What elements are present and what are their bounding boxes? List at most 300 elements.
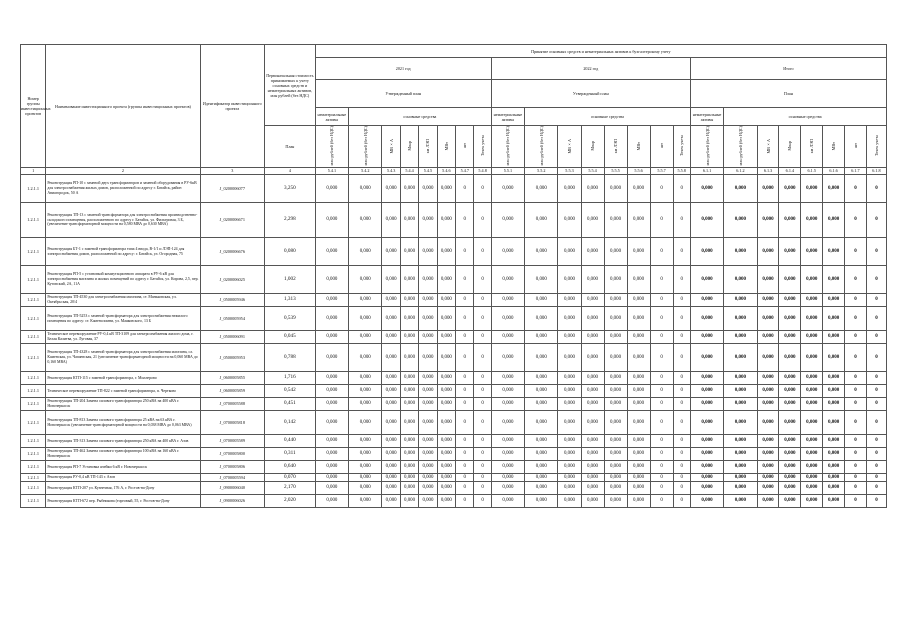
value-cell: 0	[650, 372, 673, 385]
subheader-label: млн рублей (без НДС)	[329, 126, 335, 166]
subheader-label: км ЛЭП	[425, 138, 431, 154]
total-value-cell: 0,000	[690, 398, 723, 411]
value-cell: 0	[650, 238, 673, 266]
total-value-cell: 0	[845, 398, 867, 411]
project-name-cell: Реконструкция РП-5 с установкой коммутационного аппарата в РУ-6 кВ для электроснабжения магазина и жилых помещений по адресу г. Батайск, ул. Кирова, 2,5, пер. Кутовский, 2А, 11А	[46, 266, 200, 294]
group-code-cell: 1.2.1.1	[21, 238, 46, 266]
value-cell: 0,000	[382, 385, 400, 398]
total-value-cell: 0,000	[724, 474, 757, 482]
subheader-cell	[823, 126, 845, 168]
total-value-cell: 0,000	[724, 435, 757, 448]
total-value-cell: 0,000	[801, 344, 823, 372]
value-cell: 0	[673, 448, 690, 461]
subheader-label: млн рублей (без НДС)	[505, 126, 511, 166]
value-cell: 0	[474, 385, 491, 398]
table-row	[21, 495, 887, 508]
project-id-cell: J_0700005588	[200, 398, 264, 411]
value-cell: 0	[650, 435, 673, 448]
value-cell: 0,000	[419, 266, 437, 294]
value-cell: 0,000	[315, 474, 348, 482]
value-cell: 0,000	[581, 398, 604, 411]
total-value-cell: 0,000	[690, 307, 723, 331]
value-cell: 0,000	[437, 435, 455, 448]
value-cell: 0,000	[558, 175, 581, 203]
group-code-cell: 1.2.1.1	[21, 294, 46, 307]
initial-cost-cell: 2,298	[265, 203, 316, 238]
total-value-cell: 0,000	[690, 474, 723, 482]
value-cell: 0,000	[627, 385, 650, 398]
total-value-cell: 0,000	[823, 398, 845, 411]
value-cell: 0,000	[491, 294, 524, 307]
value-cell: 0	[650, 203, 673, 238]
total-value-cell: 0,000	[724, 411, 757, 435]
value-cell: 0,000	[382, 461, 400, 474]
total-value-cell: 0,000	[801, 482, 823, 495]
total-value-cell: 0,000	[690, 175, 723, 203]
value-cell: 0,000	[382, 203, 400, 238]
total-value-cell: 0,000	[779, 175, 801, 203]
value-cell: 0,000	[627, 331, 650, 344]
total-value-cell: 0	[866, 238, 886, 266]
value-cell: 0,000	[382, 175, 400, 203]
value-cell: 0,000	[382, 474, 400, 482]
value-cell: 0,000	[558, 461, 581, 474]
value-cell: 0,000	[604, 372, 627, 385]
project-id-cell: J_0900006026	[200, 495, 264, 508]
group-code-cell: 1.2.1.1	[21, 307, 46, 331]
value-cell: 0,000	[382, 266, 400, 294]
value-cell: 0,000	[525, 372, 558, 385]
subheader-label: млн рублей (без НДС)	[704, 126, 710, 166]
subheader-label: МВ×А	[566, 138, 572, 154]
value-cell: 0	[474, 175, 491, 203]
value-cell: 0,000	[400, 175, 418, 203]
project-name-cell: Реконструкция ТП-204 Замена силового трансформатора 250 кВА на 400 кВА г. Новочеркасск	[46, 398, 200, 411]
total-value-cell: 0,000	[690, 372, 723, 385]
index-cell: 1	[21, 168, 46, 175]
value-cell: 0,000	[581, 411, 604, 435]
initial-cost-cell: 0,440	[265, 435, 316, 448]
value-cell: 0,000	[491, 331, 524, 344]
value-cell: 0,000	[315, 344, 348, 372]
subheader-cell	[673, 126, 690, 168]
total-value-cell: 0	[845, 203, 867, 238]
table-row	[21, 411, 887, 435]
value-cell: 0	[456, 238, 474, 266]
value-cell: 0	[650, 461, 673, 474]
value-cell: 0	[673, 344, 690, 372]
value-cell: 0,000	[349, 398, 382, 411]
total-value-cell: 0,000	[690, 331, 723, 344]
subheader-label: Точек учета	[480, 135, 486, 157]
header-approved-plan-2021: Утвержденный план	[315, 80, 491, 108]
value-cell: 0,000	[604, 203, 627, 238]
value-cell: 0,000	[315, 398, 348, 411]
value-cell: 0,000	[349, 307, 382, 331]
total-value-cell: 0	[866, 294, 886, 307]
project-id-cell: J_0700005806	[200, 461, 264, 474]
initial-cost-cell: 0,142	[265, 411, 316, 435]
value-cell: 0	[456, 482, 474, 495]
value-cell: 0	[650, 294, 673, 307]
index-cell: 6.1.6	[823, 168, 845, 175]
value-cell: 0	[456, 307, 474, 331]
subheader-cell	[456, 126, 474, 168]
total-value-cell: 0	[845, 294, 867, 307]
total-value-cell: 0,000	[757, 307, 779, 331]
value-cell: 0,000	[400, 238, 418, 266]
total-value-cell: 0	[845, 482, 867, 495]
value-cell: 0,000	[604, 474, 627, 482]
value-cell: 0,000	[558, 482, 581, 495]
total-value-cell: 0,000	[779, 482, 801, 495]
value-cell: 0,000	[525, 495, 558, 508]
group-code-cell: 1.2.1.1	[21, 435, 46, 448]
value-cell: 0	[456, 398, 474, 411]
value-cell: 0,000	[627, 307, 650, 331]
subheader-label: МВт	[831, 141, 837, 151]
initial-cost-cell: 1,313	[265, 294, 316, 307]
value-cell: 0,000	[382, 294, 400, 307]
value-cell: 0,000	[400, 344, 418, 372]
subheader-cell	[315, 126, 348, 168]
value-cell: 0,000	[419, 238, 437, 266]
subheader-label: шт	[462, 143, 468, 149]
value-cell: 0,000	[437, 238, 455, 266]
index-cell: 3	[200, 168, 264, 175]
subheader-label: км ЛЭП	[809, 138, 815, 154]
subheader-label: МВт	[443, 141, 449, 151]
value-cell: 0,000	[315, 461, 348, 474]
total-value-cell: 0,000	[757, 411, 779, 435]
subheader-cell	[474, 126, 491, 168]
value-cell: 0,000	[627, 448, 650, 461]
subheader-cell	[627, 126, 650, 168]
value-cell: 0,000	[558, 372, 581, 385]
total-value-cell: 0	[845, 385, 867, 398]
value-cell: 0	[474, 448, 491, 461]
total-value-cell: 0,000	[801, 307, 823, 331]
value-cell: 0	[474, 238, 491, 266]
total-value-cell: 0,000	[724, 398, 757, 411]
value-cell: 0,000	[491, 482, 524, 495]
index-cell: 2	[46, 168, 200, 175]
total-value-cell: 0	[845, 266, 867, 294]
subheader-cell	[650, 126, 673, 168]
value-cell: 0,000	[382, 482, 400, 495]
value-cell: 0,000	[437, 461, 455, 474]
index-cell: 5.5.8	[673, 168, 690, 175]
total-value-cell: 0,000	[724, 331, 757, 344]
value-cell: 0,000	[581, 203, 604, 238]
value-cell: 0,000	[400, 411, 418, 435]
value-cell: 0	[456, 385, 474, 398]
value-cell: 0,000	[437, 482, 455, 495]
initial-cost-cell: 0,311	[265, 448, 316, 461]
initial-cost-cell: 0,070	[265, 474, 316, 482]
total-value-cell: 0,000	[724, 344, 757, 372]
subheader-cell	[400, 126, 418, 168]
table-row	[21, 344, 887, 372]
project-id-cell: J_0500006091	[200, 331, 264, 344]
project-name-cell: Реконструкция КТП-115 с заменой трансформатора, г. Миллерово	[46, 372, 200, 385]
index-cell: 5.4.3	[382, 168, 400, 175]
value-cell: 0	[456, 461, 474, 474]
value-cell: 0,000	[581, 266, 604, 294]
value-cell: 0,000	[437, 307, 455, 331]
value-cell: 0,000	[419, 495, 437, 508]
total-value-cell: 0	[866, 411, 886, 435]
total-value-cell: 0,000	[757, 331, 779, 344]
value-cell: 0,000	[349, 331, 382, 344]
total-value-cell: 0,000	[757, 385, 779, 398]
initial-cost-cell: 0,539	[265, 307, 316, 331]
header-fixed-assets-2022: основные средства	[525, 108, 691, 126]
value-cell: 0	[474, 294, 491, 307]
total-value-cell: 0,000	[801, 435, 823, 448]
total-value-cell: 0,000	[823, 331, 845, 344]
total-value-cell: 0,000	[724, 495, 757, 508]
value-cell: 0,000	[558, 344, 581, 372]
total-value-cell: 0,000	[823, 435, 845, 448]
header-accept-title: Принятие основных средств и нематериальных активов к бухгалтерскому учету	[315, 45, 886, 58]
value-cell: 0,000	[315, 331, 348, 344]
header-year-total: Итого	[690, 58, 886, 80]
subheader-label: МВ×А	[388, 138, 394, 154]
subheader-label: млн рублей (без НДС)	[362, 126, 368, 166]
value-cell: 0,000	[315, 294, 348, 307]
value-cell: 0	[456, 294, 474, 307]
total-value-cell: 0	[845, 331, 867, 344]
total-value-cell: 0,000	[724, 294, 757, 307]
subheader-label: Мвар	[407, 141, 413, 151]
value-cell: 0,000	[525, 203, 558, 238]
value-cell: 0,000	[604, 495, 627, 508]
value-cell: 0,000	[315, 203, 348, 238]
value-cell: 0,000	[581, 385, 604, 398]
header-project-name: Наименование инвестиционного проекта (группы инвестиционных проектов)	[46, 45, 200, 168]
value-cell: 0,000	[525, 385, 558, 398]
value-cell: 0,000	[604, 411, 627, 435]
value-cell: 0,000	[419, 175, 437, 203]
total-value-cell: 0	[866, 448, 886, 461]
group-code-cell: 1.2.1.1	[21, 482, 46, 495]
value-cell: 0,000	[558, 411, 581, 435]
value-cell: 0,000	[525, 482, 558, 495]
total-value-cell: 0	[866, 385, 886, 398]
value-cell: 0,000	[382, 344, 400, 372]
value-cell: 0	[673, 175, 690, 203]
value-cell: 0,000	[491, 266, 524, 294]
value-cell: 0,000	[491, 411, 524, 435]
value-cell: 0,000	[558, 203, 581, 238]
value-cell: 0	[650, 331, 673, 344]
project-id-cell: J_0200006077	[200, 175, 264, 203]
project-id-cell: J_0600005855	[200, 372, 264, 385]
value-cell: 0,000	[525, 238, 558, 266]
total-value-cell: 0,000	[779, 411, 801, 435]
value-cell: 0,000	[315, 482, 348, 495]
value-cell: 0,000	[400, 266, 418, 294]
value-cell: 0,000	[400, 495, 418, 508]
value-cell: 0,000	[437, 331, 455, 344]
value-cell: 0,000	[400, 203, 418, 238]
value-cell: 0,000	[349, 344, 382, 372]
project-name-cell: Реконструкция ТП-462 Замена силового трансформатора 100 кВА на 160 кВА г. Новочеркасск	[46, 448, 200, 461]
initial-cost-cell: 0,542	[265, 385, 316, 398]
subheader-cell	[690, 126, 723, 168]
total-value-cell: 0	[845, 461, 867, 474]
header-plan-total: План	[690, 80, 886, 108]
total-value-cell: 0	[845, 344, 867, 372]
initial-cost-cell: 1,716	[265, 372, 316, 385]
table-row	[21, 461, 887, 474]
value-cell: 0,000	[349, 495, 382, 508]
index-cell: 5.5.6	[627, 168, 650, 175]
project-id-cell: J_0200006025	[200, 266, 264, 294]
subheader-label: шт	[659, 143, 665, 149]
total-value-cell: 0,000	[779, 474, 801, 482]
value-cell: 0	[673, 307, 690, 331]
table-row	[21, 266, 887, 294]
value-cell: 0,000	[558, 435, 581, 448]
total-value-cell: 0,000	[801, 203, 823, 238]
value-cell: 0,000	[491, 461, 524, 474]
total-value-cell: 0,000	[823, 482, 845, 495]
value-cell: 0,000	[491, 474, 524, 482]
header-fixed-assets-total: основные средства	[724, 108, 887, 126]
value-cell: 0	[456, 435, 474, 448]
index-cell: 6.1.7	[845, 168, 867, 175]
total-value-cell: 0,000	[823, 411, 845, 435]
total-value-cell: 0,000	[690, 411, 723, 435]
total-value-cell: 0,000	[690, 448, 723, 461]
subheader-cell	[419, 126, 437, 168]
project-id-cell: J_0500005946	[200, 294, 264, 307]
value-cell: 0,000	[558, 266, 581, 294]
value-cell: 0,000	[419, 411, 437, 435]
header-approved-plan-2022: Утвержденный план	[491, 80, 690, 108]
value-cell: 0,000	[349, 411, 382, 435]
value-cell: 0	[474, 482, 491, 495]
value-cell: 0,000	[315, 411, 348, 435]
total-value-cell: 0,000	[823, 461, 845, 474]
total-value-cell: 0,000	[690, 482, 723, 495]
value-cell: 0,000	[525, 435, 558, 448]
value-cell: 0	[474, 372, 491, 385]
index-cell: 5.4.8	[474, 168, 491, 175]
value-cell: 0,000	[419, 294, 437, 307]
total-value-cell: 0	[845, 238, 867, 266]
value-cell: 0,000	[400, 482, 418, 495]
value-cell: 0,000	[604, 482, 627, 495]
total-value-cell: 0,000	[724, 203, 757, 238]
total-value-cell: 0,000	[801, 398, 823, 411]
value-cell: 0,000	[382, 398, 400, 411]
project-name-cell: Реконструкция РП-10 с заменой двух трансформаторов и заменой оборудования в РУ-6кВ для электроснабжения жилых домов, расположенной по адресу г. Батайск, район Авиагородок, 50 А	[46, 175, 200, 203]
value-cell: 0,000	[419, 203, 437, 238]
group-code-cell: 1.2.1.1	[21, 495, 46, 508]
value-cell: 0,000	[315, 266, 348, 294]
value-cell: 0,000	[491, 448, 524, 461]
value-cell: 0	[673, 411, 690, 435]
total-value-cell: 0,000	[823, 203, 845, 238]
total-value-cell: 0,000	[724, 266, 757, 294]
value-cell: 0,000	[627, 474, 650, 482]
value-cell: 0,000	[400, 435, 418, 448]
value-cell: 0,000	[581, 344, 604, 372]
value-cell: 0,000	[315, 495, 348, 508]
project-id-cell: J_0500005953	[200, 344, 264, 372]
initial-cost-cell: 0,788	[265, 344, 316, 372]
index-cell: 6.1.5	[801, 168, 823, 175]
value-cell: 0	[650, 495, 673, 508]
total-value-cell: 0,000	[823, 294, 845, 307]
total-value-cell: 0	[866, 398, 886, 411]
subheader-label: Точек учета	[679, 135, 685, 157]
total-value-cell: 0,000	[823, 372, 845, 385]
subheader-cell	[581, 126, 604, 168]
value-cell: 0,000	[581, 474, 604, 482]
value-cell: 0,000	[437, 372, 455, 385]
subheader-label: млн рублей (без НДС)	[538, 126, 544, 166]
group-code-cell: 1.2.1.1	[21, 372, 46, 385]
value-cell: 0,000	[558, 238, 581, 266]
value-cell: 0,000	[604, 238, 627, 266]
total-value-cell: 0,000	[779, 372, 801, 385]
index-cell: 6.1.4	[779, 168, 801, 175]
value-cell: 0	[650, 474, 673, 482]
value-cell: 0,000	[491, 435, 524, 448]
project-id-cell: J_0200006671	[200, 203, 264, 238]
value-cell: 0,000	[419, 344, 437, 372]
value-cell: 0,000	[558, 398, 581, 411]
total-value-cell: 0,000	[779, 461, 801, 474]
value-cell: 0	[474, 398, 491, 411]
total-value-cell: 0,000	[724, 372, 757, 385]
subheader-label: км ЛЭП	[613, 138, 619, 154]
total-value-cell: 0,000	[823, 385, 845, 398]
total-value-cell: 0,000	[801, 372, 823, 385]
total-value-cell: 0,000	[801, 175, 823, 203]
table-row	[21, 203, 887, 238]
value-cell: 0,000	[419, 474, 437, 482]
index-cell: 6.1.3	[757, 168, 779, 175]
initial-cost-cell: 2,020	[265, 495, 316, 508]
value-cell: 0,000	[627, 175, 650, 203]
index-row	[21, 168, 887, 175]
project-id-cell: J_0700005818	[200, 411, 264, 435]
total-value-cell: 0,000	[801, 448, 823, 461]
project-id-cell: J_0700005594	[200, 474, 264, 482]
group-code-cell: 1.2.1.1	[21, 203, 46, 238]
project-name-cell: Реконструкция КТП-672 пер. Рыбникова (торговый, 55, г. Ростов-на-Дону	[46, 495, 200, 508]
value-cell: 0,000	[491, 372, 524, 385]
value-cell: 0	[474, 411, 491, 435]
value-cell: 0	[650, 344, 673, 372]
value-cell: 0	[650, 448, 673, 461]
project-name-cell: Реконструкция БТ-1 с заменой трансформатора типа 4 ввода, В-1/1 и ЛЭП-124 для электроснабжения домов, расположенной по адресу: г. Батайск, ул. Огородная, 75	[46, 238, 200, 266]
project-name-cell: Реконструкция ТП-813 Замена силового трансформатора 25 кВА на 63 кВА г. Новочеркасск (увеличение трансформаторной мощности на 0,038 МВА до 0,063 МВА)	[46, 411, 200, 435]
project-name-cell: Реконструкция ТП-4530 для электроснабжения магазина, ст. Маньковская, ул. Октябрьская, 20/4	[46, 294, 200, 307]
value-cell: 0	[673, 435, 690, 448]
table-row	[21, 238, 887, 266]
value-cell: 0,000	[349, 448, 382, 461]
total-value-cell: 0,000	[724, 461, 757, 474]
value-cell: 0,000	[604, 385, 627, 398]
value-cell: 0,000	[400, 294, 418, 307]
value-cell: 0	[673, 385, 690, 398]
